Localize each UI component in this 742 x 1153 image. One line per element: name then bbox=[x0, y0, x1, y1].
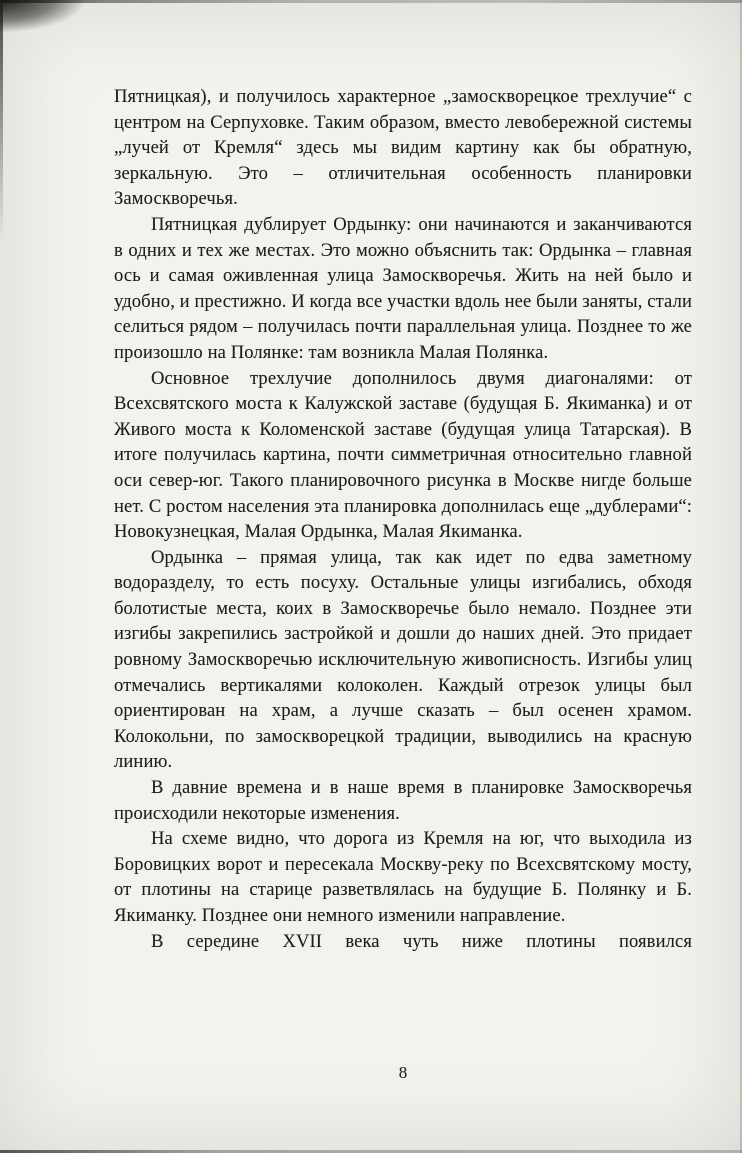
scan-edge-left bbox=[0, 0, 3, 240]
page-text-block bbox=[114, 84, 692, 954]
paragraph-unfinished: В середине XVII века чуть ниже плотины появился bbox=[151, 930, 692, 952]
page-number: 8 bbox=[398, 1063, 408, 1082]
paragraph: Ордынка – прямая улица, так как идет по едва заметному водоразделу, то есть посуху. Остальные улицы изгибались, обходя болотистые места, коих в Замоскворечье было немало. Позднее эти изгибы закрепились застройкой и дошли до наших дней. Это придает ровному Замоскворечью исключительную живописность. Изгибы улиц отмечались вертикалями колоколен. Каждый отрезок улицы был ориентирован на храм, а лучше сказать – был осенен храмом. Колокольни, по замоскворецкой традиции, выводились на красную линию. bbox=[114, 546, 692, 773]
paragraph-continuation: Пятницкая), и получилось характерное „замоскворецкое трехлучие“ с центром на Серпуховке. Таким образом, вместо левобережной системы „лучей от Кремля“ здесь мы видим картину как бы обратную, зеркальную. Это – отличительная особенность планировки Замоскворечья. bbox=[114, 86, 692, 210]
scan-edge-top bbox=[0, 0, 742, 3]
paragraph: Пятницкая дублирует Ордынку: они начинаются и заканчиваются в одних и тех же местах. Это можно объяснить так: Ордынка – главная ось и самая оживленная улица Замоскворечья. Жить на ней было и удобно, и престижно. И когда все участки вдоль нее были заняты, стали селиться рядом – получилась почти параллельная улица. Позднее то же произошло на Полянке: там возникла Малая Полянка. bbox=[114, 213, 692, 363]
scan-corner-mark bbox=[0, 0, 84, 32]
paragraph: В давние времена и в наше время в планировке Замоскворечья происходили некоторые изменения. bbox=[114, 777, 692, 824]
paragraph: Основное трехлучие дополнилось двумя диагоналями: от Всехсвятского моста к Калужской заставе (будущая Б. Якиманка) и от Живого моста к Коломенской заставе (будущая улица Татарская). В итоге получилась картина, почти симметричная относительно главной оси север-юг. Такого планировочного рисунка в Москве нигде больше нет. С ростом населения эта планировка дополнилась еще „дублерами“: Новокузнецкая, Малая Ордынка, Малая Якиманка. bbox=[114, 367, 692, 543]
paragraph: На схеме видно, что дорога из Кремля на юг, что выходила из Боровицких ворот и пересекала Москву-реку по Всехсвятскому мосту, от плотины на старице разветвлялась на будущие Б. Полянку и Б. Якиманку. Позднее они немного изменили направление. bbox=[114, 828, 692, 926]
